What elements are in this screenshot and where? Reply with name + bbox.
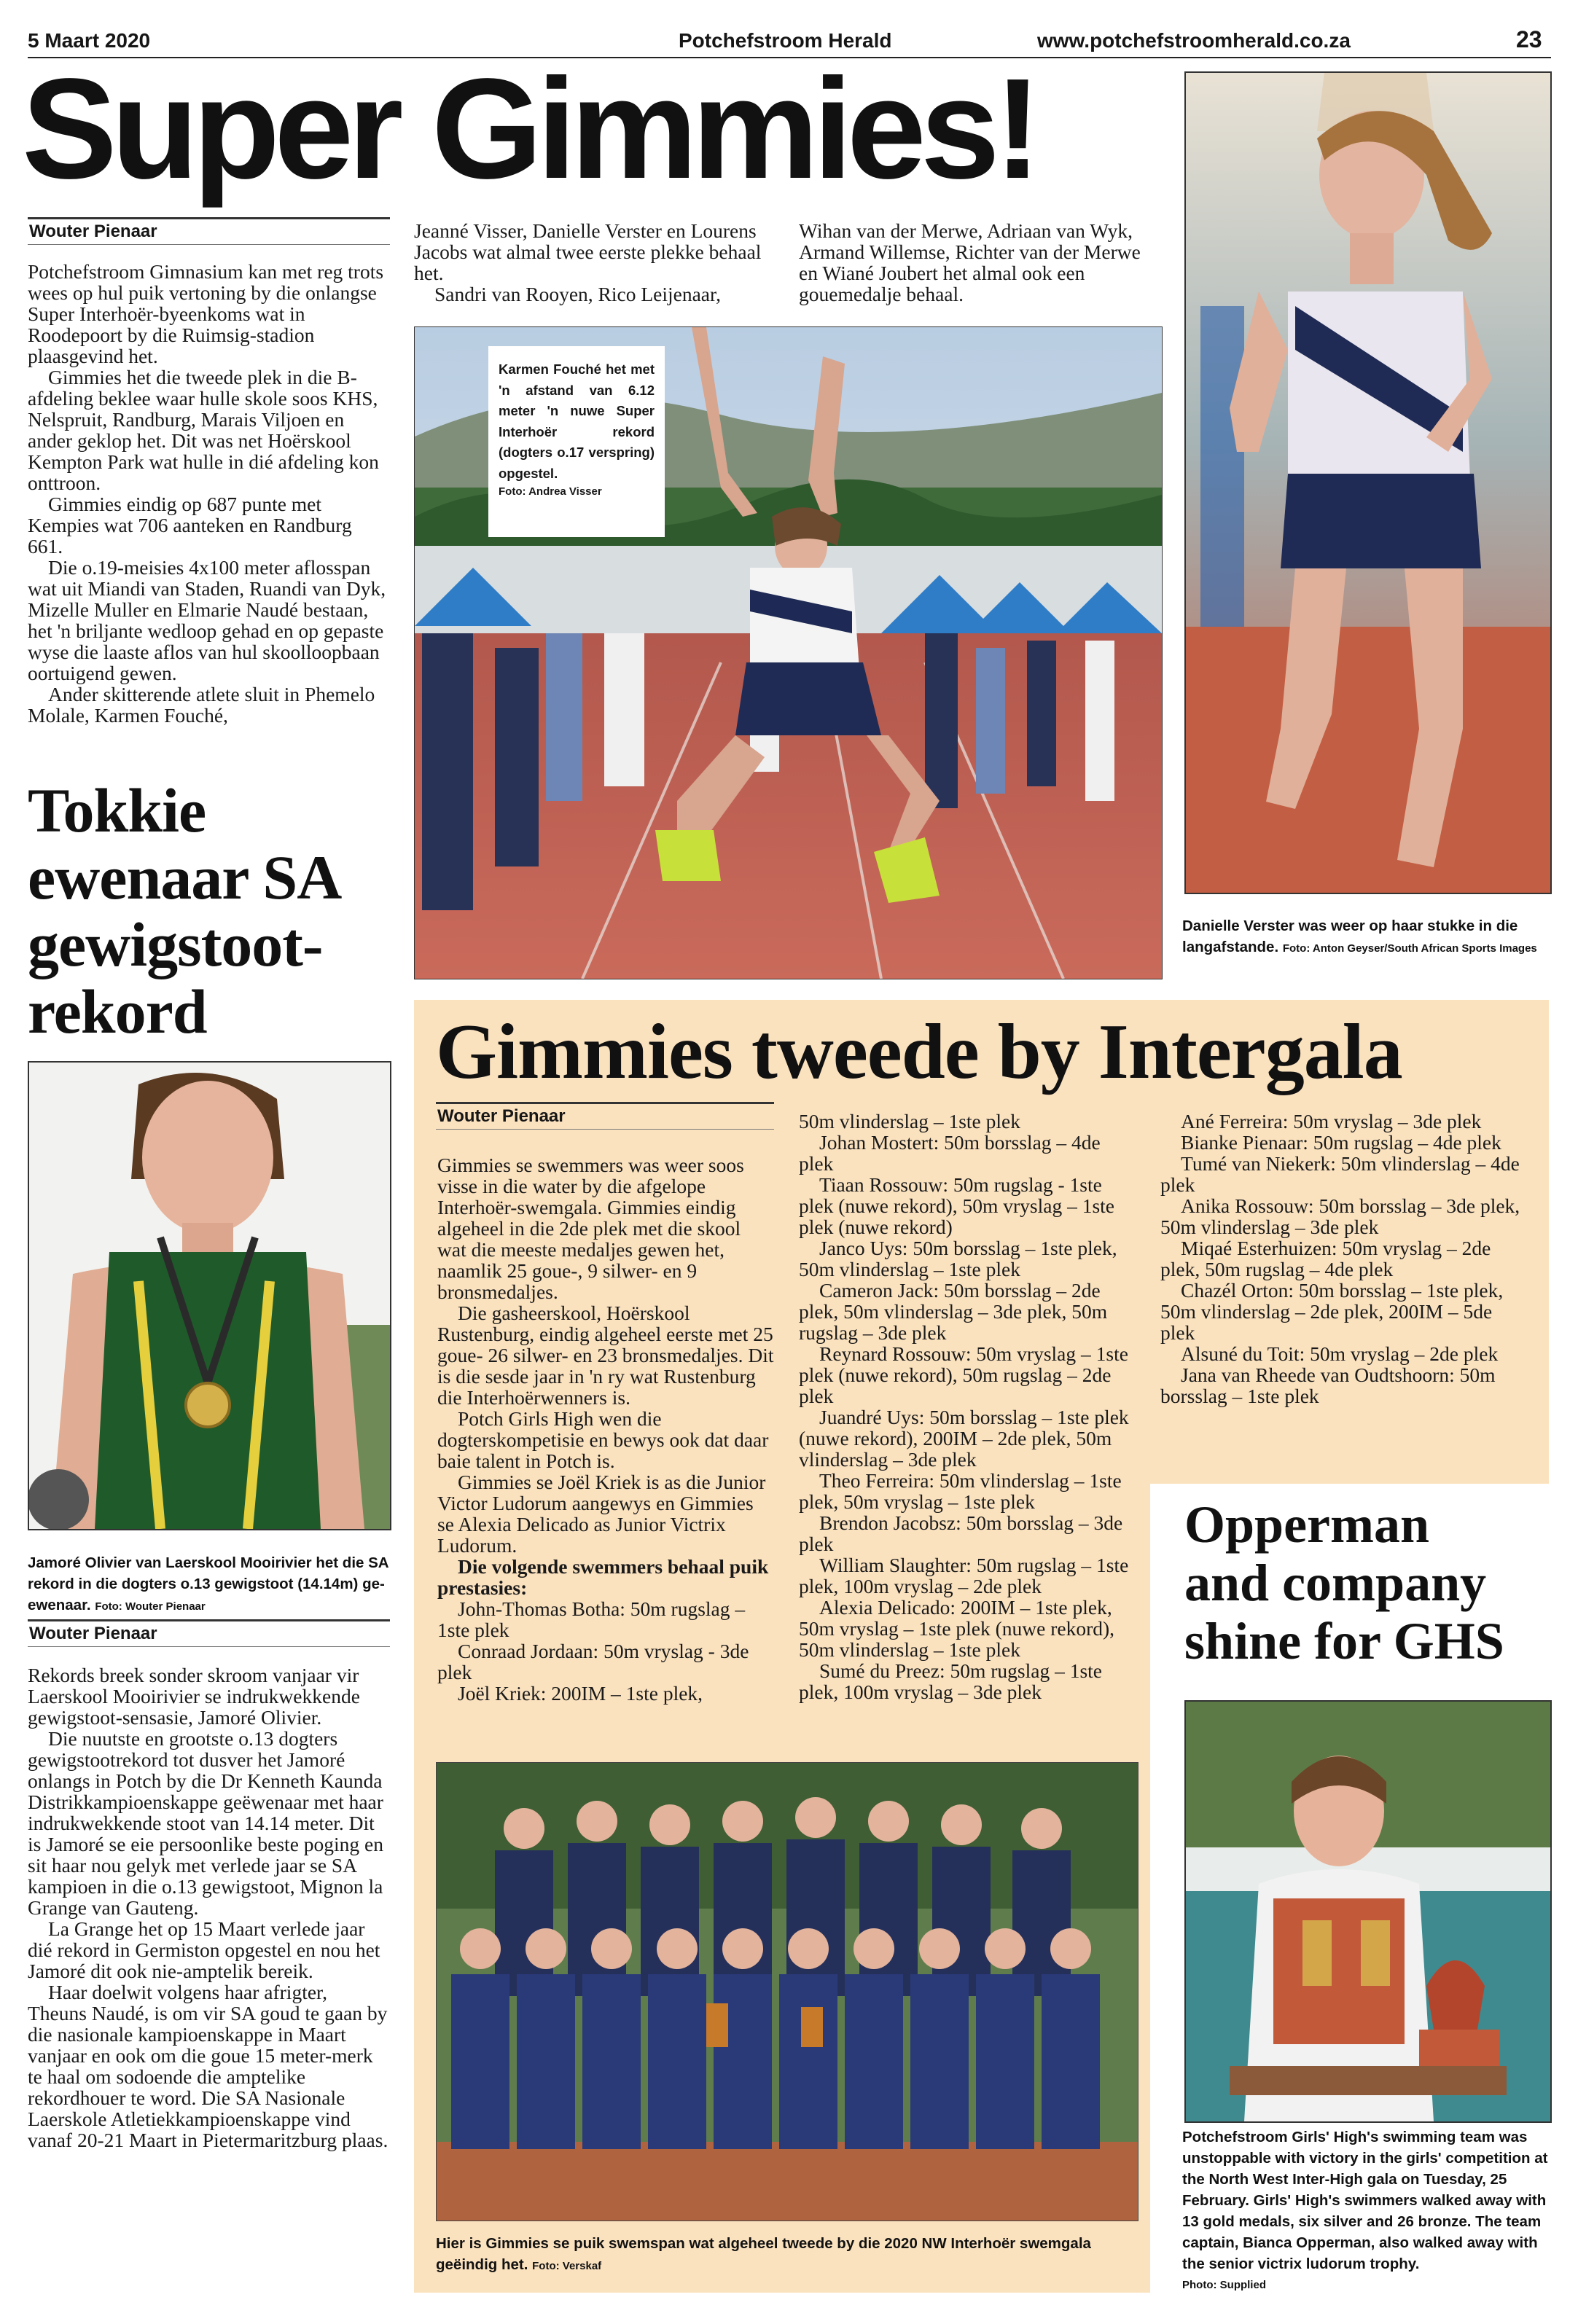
paragraph: Sandri van Rooyen, Rico Leijenaar,: [434, 283, 721, 305]
paragraph: Miqaé Esterhuizen: 50m vryslag – 2de plek, 50m rugslag – 4de plek: [1160, 1237, 1491, 1280]
runner-image: [1186, 73, 1550, 893]
photo-credit: Photo: Supplied: [1182, 2279, 1266, 2291]
swim-team-photo: [436, 1762, 1138, 2221]
page-number: 23: [1516, 26, 1542, 52]
paragraph: Ané Ferreira: 50m vryslag – 3de plek: [1181, 1110, 1482, 1132]
caption-text: Hier is Gimmies se puik swemspan wat algeheel tweede by die 2020 NW Interhoër swemgala geëindig het.: [436, 2235, 1091, 2273]
byline: Wouter Pienaar: [28, 1619, 390, 1647]
paragraph: Gimmies se Joël Kriek is as die Junior Victor Ludorum aangewys en Gimmies se Alexia Delicado as Junior Victrix Ludorum.: [437, 1471, 766, 1557]
headline-line: shine for GHS: [1184, 1612, 1504, 1670]
headline-line: Opperman: [1184, 1495, 1430, 1554]
paper-name: Potchefstroom Herald: [679, 29, 892, 52]
shot-put-photo: [28, 1061, 391, 1530]
caption-text: Danielle Verster was weer op haar stukke in die langafstande.: [1182, 918, 1518, 955]
tokkie-story-body: [28, 1664, 388, 2151]
paragraph: Chazél Orton: 50m borsslag – 1ste plek, 50m vlinderslag – 2de plek, 200IM – 5de plek: [1160, 1279, 1504, 1344]
swim-team-image: [437, 1763, 1138, 2221]
paragraph: Gimmies eindig op 687 punte met Kempies wat 706 aanteken en Randburg 661.: [28, 493, 352, 557]
trophy-photo: [1184, 1700, 1552, 2123]
story-column-2: [414, 220, 778, 305]
paragraph: Alsuné du Toit: 50m vryslag – 2de plek: [1181, 1342, 1499, 1365]
headline-line: ewenaar SA: [28, 842, 342, 912]
main-headline: Super Gimmies!: [22, 49, 1036, 208]
paragraph: Wihan van der Merwe, Adriaan van Wyk, Armand Willemse, Richter van der Merwe en Wiané Joubert het almal ook een gouemedalje behaal.: [799, 219, 1141, 305]
headline-line: rekord: [28, 977, 207, 1046]
paragraph: Ander skitterende atlete sluit in Phemelo Molale, Karmen Fouché,: [28, 683, 375, 727]
paragraph: Bianke Pienaar: 50m rugslag – 4de plek: [1181, 1131, 1501, 1154]
paragraph: 50m vlinderslag – 1ste plek: [799, 1110, 1020, 1132]
opperman-headline: [1184, 1495, 1549, 1670]
photo-inset-caption-box: [488, 346, 665, 537]
tokkie-headline: [28, 777, 407, 1045]
byline: Wouter Pienaar: [436, 1102, 774, 1130]
paragraph: Die volgende swemmers behaal puik prestasies:: [437, 1555, 769, 1599]
paragraph: Theo Ferreira: 50m vlinderslag – 1ste plek, 50m vryslag – 1ste plek: [799, 1469, 1122, 1513]
trophy-caption: [1182, 2127, 1550, 2296]
runner-photo: [1184, 71, 1552, 894]
paragraph: Juandré Uys: 50m borsslag – 1ste plek (nuwe rekord), 200IM – 2de plek, 50m vlinderslag – 3de plek: [799, 1406, 1129, 1471]
paragraph: Janco Uys: 50m borsslag – 1ste plek, 50m vlinderslag – 1ste plek: [799, 1237, 1117, 1280]
paragraph: Potch Girls High wen die dogterskompetisie en bewys ook dat daar baie talent in Potch is.: [437, 1407, 769, 1472]
runner-photo-caption: [1182, 915, 1550, 959]
paragraph: Die gasheerskool, Hoërskool Rustenburg, eindig algeheel eerste met 25 goue- 26 silwer- en 23 bronsmedaljes. Dit is die sesde jaar in 'n ry wat Rustenburg die Interhoërwenners is.: [437, 1302, 774, 1409]
shot-put-image: [29, 1063, 390, 1529]
paragraph: Brendon Jacobsz: 50m borsslag – 3de plek: [799, 1511, 1123, 1555]
paragraph: Anika Rossouw: 50m borsslag – 3de plek, 50m vlinderslag – 3de plek: [1160, 1194, 1520, 1238]
gimmies-headline: Gimmies tweede by Intergala: [436, 1009, 1402, 1095]
swim-column-3: [1160, 1111, 1525, 1406]
paragraph: Gimmies se swemmers was weer soos visse in die water by die afgelope Interhoër-swemgala. Gimmies eindig algeheel in die 2de plek met die skool wat die meeste medaljes gewen het, naamlik 25 goue-, 9 silwer- en 9 bronsmedaljes.: [437, 1154, 744, 1303]
photo-credit: Foto: Anton Geyser/South African Sports Images: [1282, 942, 1537, 955]
headline-line: gewigstoot-: [28, 909, 323, 979]
paragraph: Rekords breek sonder skroom vanjaar vir Laerskool Mooirivier se indrukwekkende gewigstoot-sensasie, Jamoré Olivier.: [28, 1664, 360, 1729]
headline-line: Tokkie: [28, 775, 206, 845]
paragraph: Gimmies het die tweede plek in die B-afdeling beklee waar hulle skole soos KHS, Nelspruit, Randburg, Marais Viljoen en ander geklop het. Dit was net Hoërskool Kempton Park wat hulle in dié afdeling kon onttroon.: [28, 366, 379, 494]
headline-line: and company: [1184, 1554, 1487, 1612]
website-link[interactable]: www.potchefstroomherald.co.za: [1037, 29, 1351, 52]
caption-text: Potchefstroom Girls' High's swimming team was unstoppable with victory in the girls' competition at the North West Inter-High gala on Tuesday, 25 February. Girls' High's swimmers walked away with 13 gold medals, six silver and 26 bronze. The team captain, Bianca Opperman, also walked away with the senior victrix ludorum trophy.: [1182, 2129, 1548, 2272]
paragraph: Die o.19-meisies 4x100 meter aflosspan wat uit Miandi van Staden, Ruandi van Dyk, Mizelle Muller en Elmarie Naudé bestaan, het 'n briljante wedloop gehad en op gepaste wyse die laaste aflos van hul skoolloopbaan oortuigend gewen.: [28, 556, 386, 684]
paragraph: John-Thomas Botha: 50m rugslag –1ste plek: [437, 1597, 746, 1641]
caption-text: Jamoré Olivier van Laerskool Mooirivier het die SA rekord in die dogters o.13 gewigstoot (14.14m) ge- ewenaar.: [28, 1554, 388, 1613]
paragraph: Jana van Rheede van Oudtshoorn: 50m borsslag – 1ste plek: [1160, 1364, 1496, 1407]
swim-column-1: [437, 1154, 774, 1704]
photo-credit: Foto: Verskaf: [532, 2260, 602, 2272]
issue-date: 5 Maart 2020: [28, 29, 151, 52]
photo-credit: Foto: Wouter Pienaar: [95, 1600, 206, 1613]
paragraph: Potchefstroom Gimnasium kan met reg trots wees op hul puik vertoning by die onlangse Super Interhoër-byeenkoms wat in Roodepoort by die Ruimsig-stadion plaasgevind het.: [28, 260, 384, 367]
paragraph: Tumé van Niekerk: 50m vlinderslag – 4de plek: [1160, 1152, 1520, 1196]
swim-column-2: [799, 1111, 1136, 1702]
swim-team-caption: [436, 2233, 1139, 2277]
paragraph: Alexia Delicado: 200IM – 1ste plek, 50m vryslag – 1ste plek (nuwe rekord), 50m vlinderslag – 1ste plek: [799, 1596, 1115, 1661]
photo-credit: Foto: Andrea Visser: [499, 485, 602, 498]
story-column-1: [28, 261, 388, 726]
paragraph: William Slaughter: 50m rugslag – 1ste plek, 100m vryslag – 2de plek: [799, 1554, 1129, 1597]
byline: Wouter Pienaar: [28, 217, 390, 245]
paragraph: Haar doelwit volgens haar afrigter, Theuns Naudé, is om vir SA goud te gaan by die nasionale kampioenskappe in Maart vanjaar en ook om die goue 15 meter-merk te haal om sodoende die amptelike rekordhouer te word. Die SA Nasionale Laerskole Atletiekkampioenskappe vind vanaf 20-21 Maart in Pietermaritzburg plaas.: [28, 1981, 388, 2151]
paragraph: Johan Mostert: 50m borsslag – 4de plek: [799, 1131, 1101, 1175]
trophy-image: [1186, 1702, 1550, 2121]
paragraph: Cameron Jack: 50m borsslag – 2de plek, 50m vlinderslag – 3de plek, 50m rugslag – 3de plek: [799, 1279, 1108, 1344]
paragraph: Reynard Rossouw: 50m vryslag – 1ste plek (nuwe rekord), 50m rugslag – 2de plek: [799, 1342, 1128, 1407]
paragraph: Sumé du Preez: 50m rugslag – 1ste plek, 100m vryslag – 3de plek: [799, 1659, 1102, 1703]
paragraph: Tiaan Rossouw: 50m rugslag - 1ste plek (nuwe rekord), 50m vryslag – 1ste plek (nuwe rekord): [799, 1173, 1115, 1238]
photo-inset-caption: Karmen Fouché het met 'n afstand van 6.12 meter 'n nuwe Super Interhoër rekord (dogters o.17 verspring) opgestel.: [499, 361, 655, 481]
paragraph: La Grange het op 15 Maart verlede jaar dié rekord in Germiston opgestel en nou het Jamoré dit ook nie-amptelik bereik.: [28, 1917, 380, 1982]
paragraph: Joël Kriek: 200IM – 1ste plek,: [458, 1682, 703, 1705]
shot-put-caption: [28, 1552, 388, 1617]
paragraph: Die nuutste en grootste o.13 dogters gewigstootrekord tot dusver het Jamoré onlangs in Potch by die Dr Kenneth Kaunda Distrikkampioenskappe geëwenaar met haar indrukwekkende stoot van 14.14 meter. Dit is Jamoré se eie persoonlike beste poging en sit haar nou gelyk met verlede jaar se SA kampioen in die o.13 gewigstoot, Mignon la Grange van Gauteng.: [28, 1727, 383, 1919]
paragraph: Conraad Jordaan: 50m vryslag - 3de plek: [437, 1640, 749, 1683]
story-column-3: [799, 220, 1149, 305]
paragraph: Jeanné Visser, Danielle Verster en Lourens Jacobs wat almal twee eerste plekke behaal het.: [414, 219, 762, 284]
